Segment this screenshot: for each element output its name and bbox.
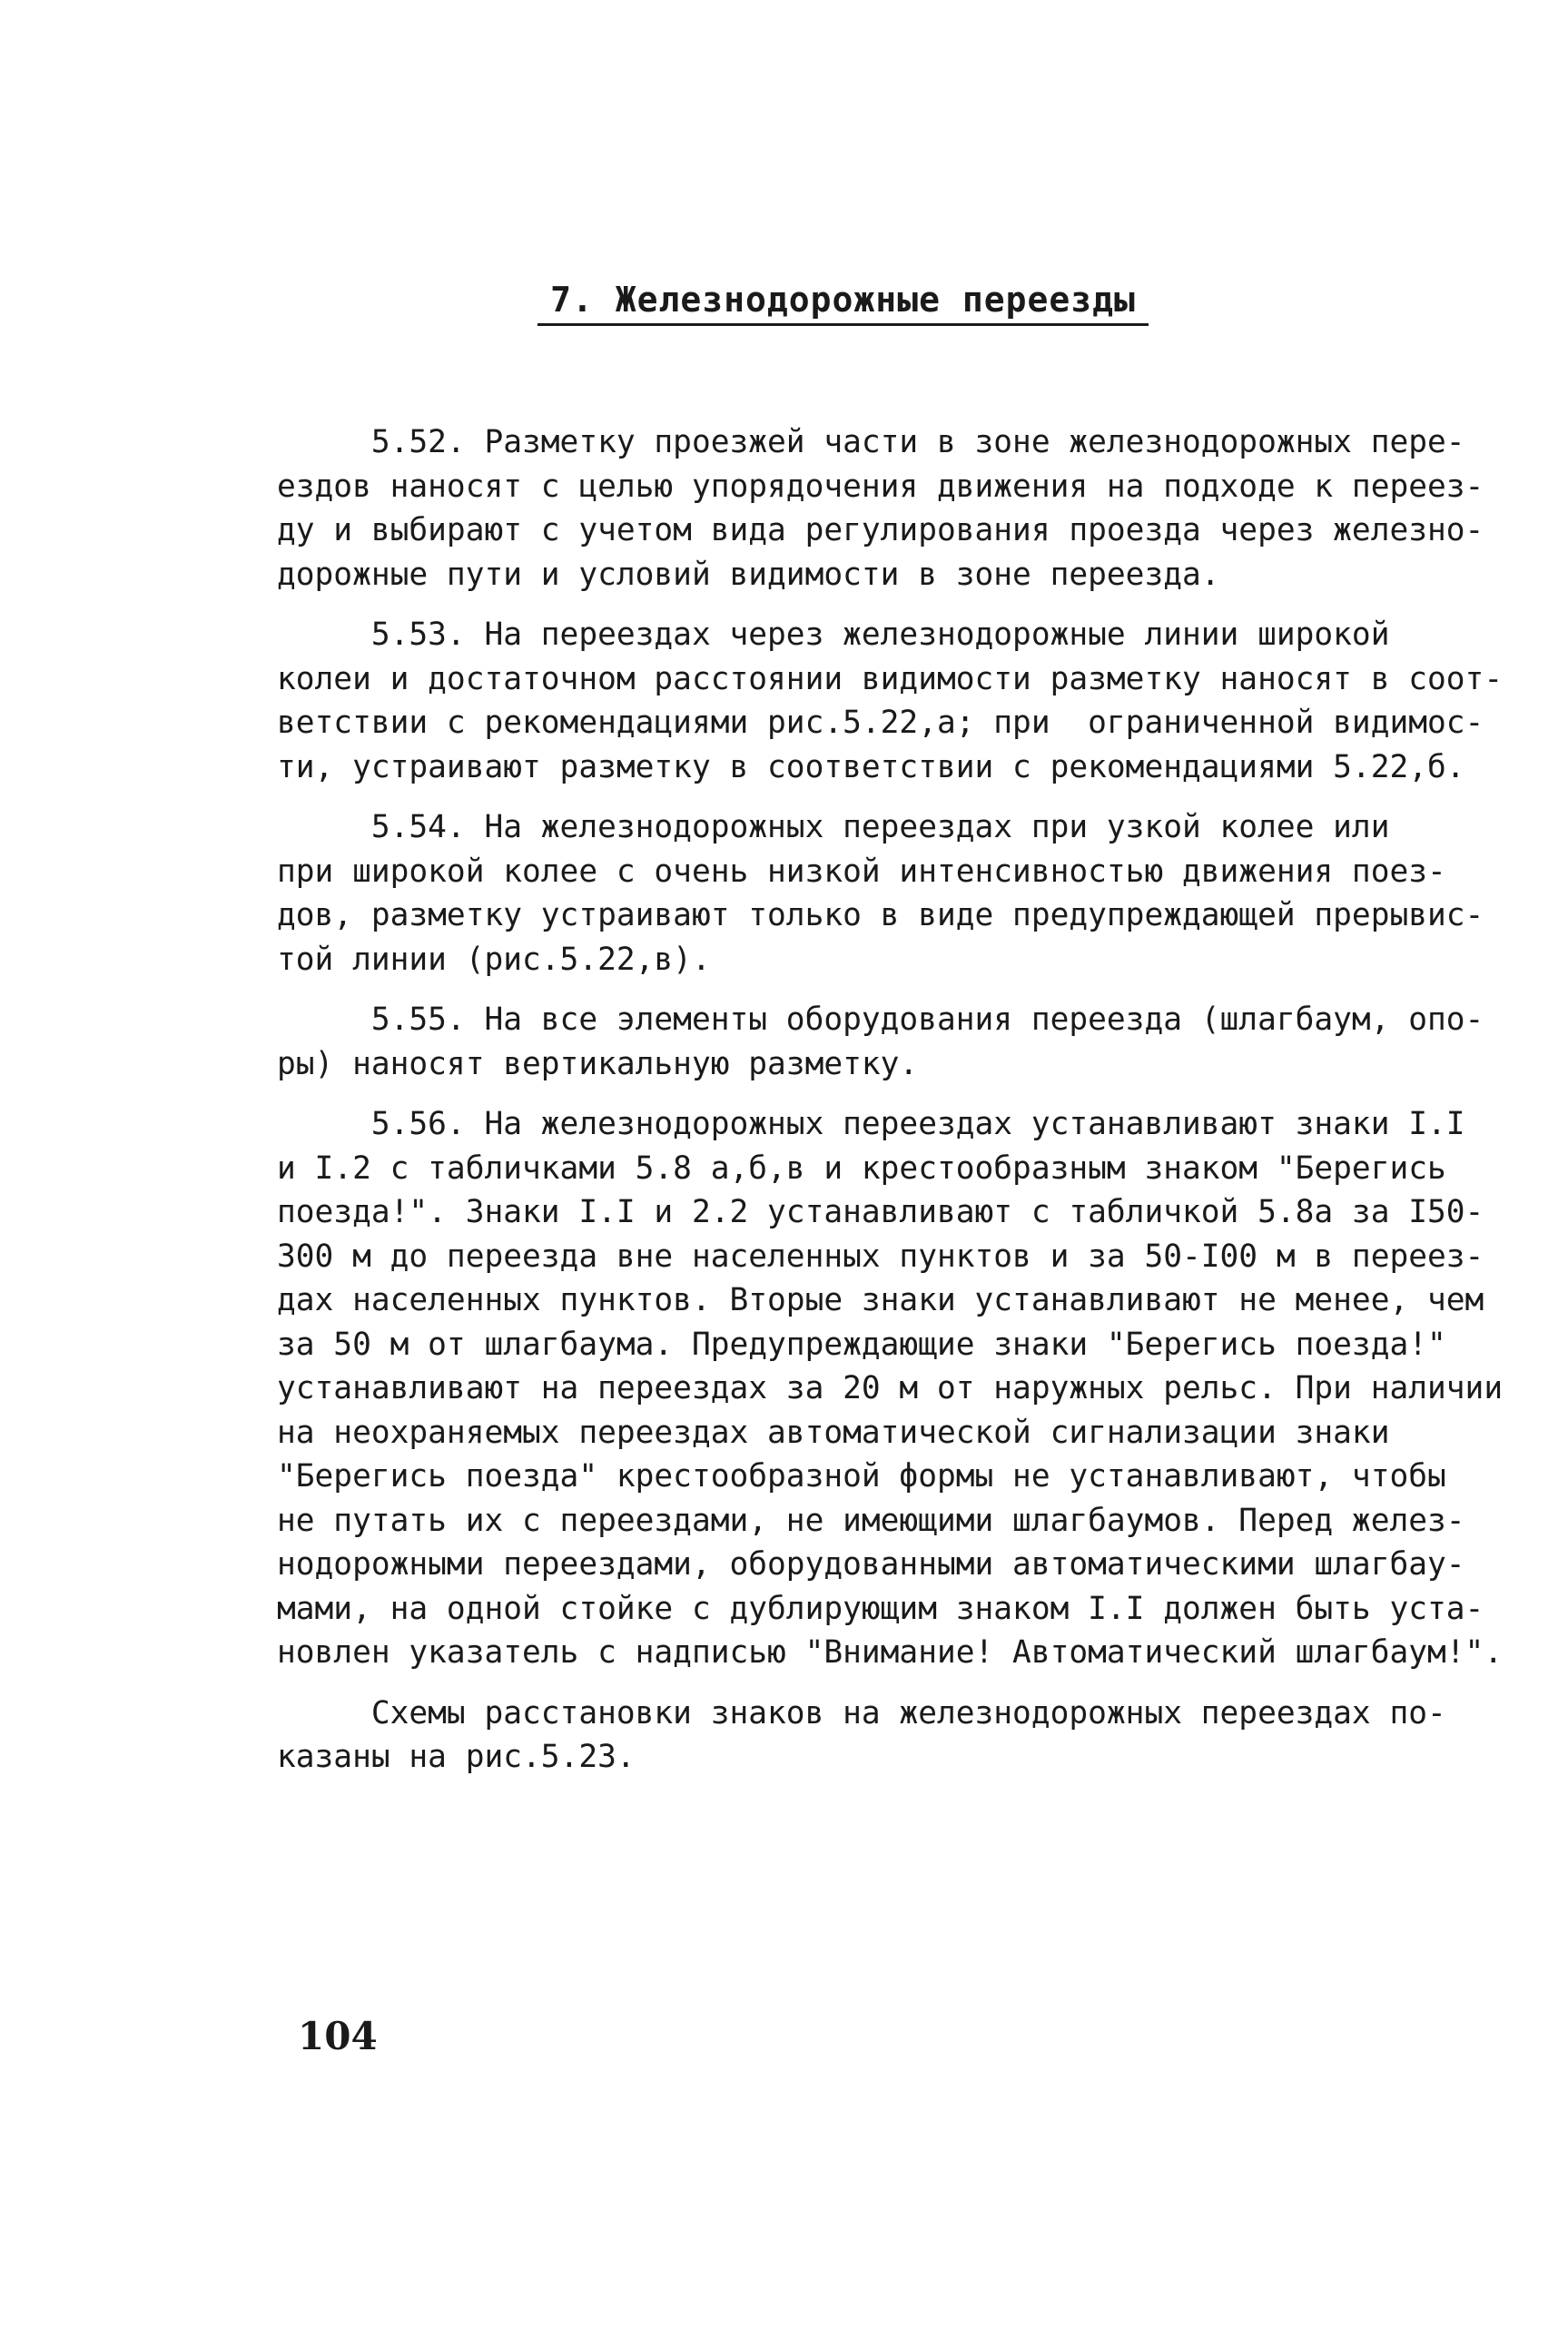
text-line: ветствии с рекомендациями рис.5.22,а; при ограниченной видимос- (277, 705, 1484, 741)
text-line: ры) наносят вертикальную разметку. (277, 1045, 919, 1082)
paragraph-5-53 (277, 613, 1504, 789)
text-line: казаны на рис.5.23. (277, 1739, 636, 1775)
text-line: "Берегись поезда" крестообразной формы не устанавливают, чтобы (277, 1458, 1446, 1495)
section-title (0, 280, 1568, 326)
text-line: ти, устраивают разметку в соответствии с рекомендациями 5.22,б. (277, 748, 1465, 785)
text-line: 5.55. На все элементы оборудования переезда (шлагбаум, опо- (277, 1001, 1484, 1038)
text-line: поезда!". Знаки I.I и 2.2 устанавливают с табличкой 5.8а за I50- (277, 1194, 1484, 1230)
page-number: 104 (298, 2014, 378, 2058)
paragraph-5-56 (277, 1102, 1504, 1675)
paragraph-5-52 (277, 420, 1489, 597)
text-line: 5.56. На железнодорожных переездах устанавливают знаки I.I (277, 1106, 1465, 1142)
text-line: при широкой колее с очень низкой интенсивностью движения поез- (277, 853, 1446, 890)
text-line: дах населенных пунктов. Вторые знаки устанавливают не менее, чем (277, 1282, 1484, 1318)
paragraph-schemes (277, 1692, 1489, 1780)
text-line: нодорожными переездами, оборудованными автоматическими шлагбау- (277, 1546, 1465, 1583)
text-line: колеи и достаточном расстоянии видимости разметку наносят в соот- (277, 660, 1504, 697)
text-line: мами, на одной стойке с дублирующим знаком I.I должен быть уста- (277, 1590, 1484, 1627)
text-line: не путать их с переездами, не имеющими шлагбаумов. Перед желез- (277, 1502, 1465, 1539)
text-line: на неохраняемых переездах автоматической сигнализации знаки (277, 1414, 1390, 1451)
text-line: 5.52. Разметку проезжей части в зоне железнодорожных пере- (277, 424, 1465, 460)
text-line: той линии (рис.5.22,в). (277, 941, 711, 978)
paragraph-5-55 (277, 998, 1489, 1086)
body-text (277, 420, 1504, 1796)
text-line: новлен указатель с надписью "Внимание! Автоматический шлагбаум!". (277, 1634, 1504, 1671)
paragraph-5-54 (277, 805, 1489, 982)
text-line: 5.53. На переездах через железнодорожные линии широкой (277, 617, 1390, 653)
text-line: дов, разметку устраивают только в виде предупреждающей прерывис- (277, 897, 1484, 933)
text-line: 300 м до переезда вне населенных пунктов и за 50-I00 м в переез- (277, 1238, 1484, 1275)
text-line: 5.54. На железнодорожных переездах при узкой колее или (277, 809, 1390, 845)
section-title-text: 7. Железнодорожные переезды (537, 280, 1149, 326)
text-line: ду и выбирают с учетом вида регулирования проезда через железно- (277, 512, 1484, 548)
text-line: и I.2 с табличками 5.8 а,б,в и крестообразным знаком "Берегись (277, 1149, 1446, 1187)
text-line: за 50 м от шлагбаума. Предупреждающие знаки "Берегись поезда!" (277, 1326, 1446, 1363)
text-line: устанавливают на переездах за 20 м от наружных рельс. При наличии (277, 1370, 1504, 1406)
text-line: ездов наносят с целью упорядочения движения на подходе к переез- (277, 468, 1484, 505)
text-line: дорожные пути и условий видимости в зоне переезда. (277, 556, 1220, 593)
text-line: Схемы расстановки знаков на железнодорожных переездах по- (277, 1694, 1446, 1731)
